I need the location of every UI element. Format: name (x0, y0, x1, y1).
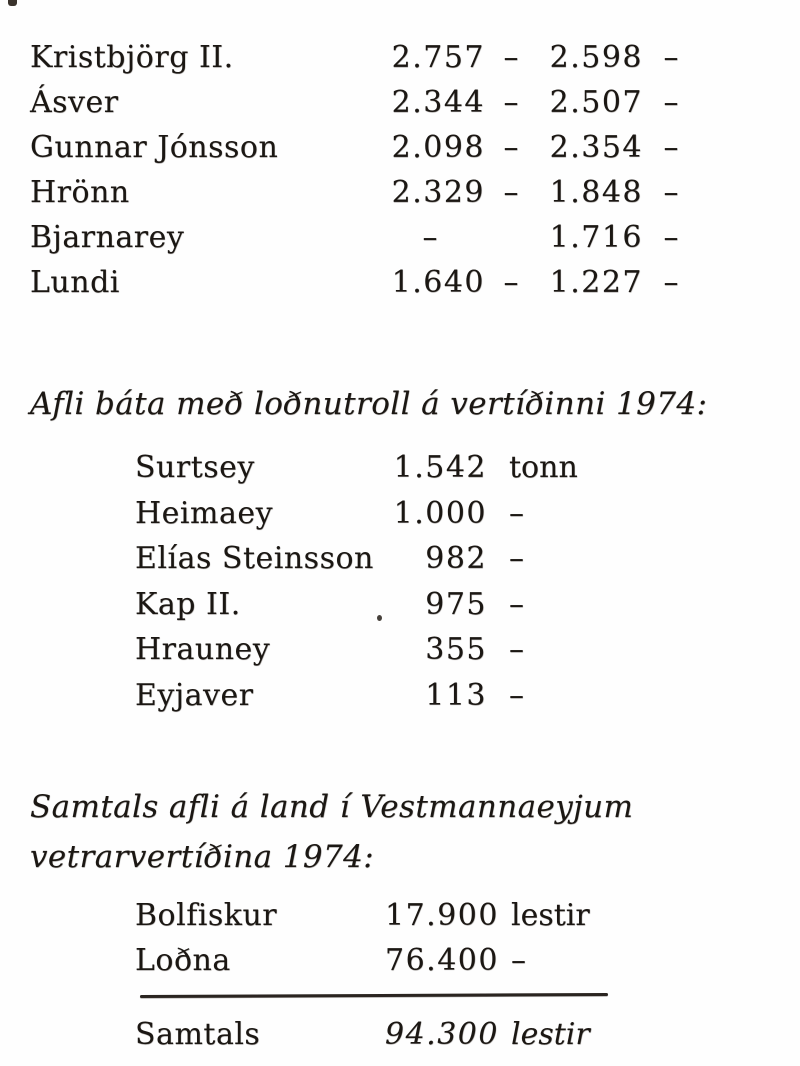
table-row (0, 170, 800, 215)
catch-value: 76.400 (385, 943, 499, 978)
table-row (0, 627, 800, 673)
catch-value: 975 (425, 586, 487, 622)
section-heading-total-landed (30, 782, 770, 882)
catch-category: Bolfiskur (135, 898, 278, 933)
catch-value: 355 (425, 632, 487, 667)
catch-value: 113 (425, 677, 487, 713)
catch-value-1: 2.344 (391, 85, 485, 120)
ditto-dash: – (663, 175, 679, 210)
catch-value-2: 1.716 (549, 220, 643, 255)
catch-value-1: – (422, 220, 438, 255)
ditto-dash (485, 215, 537, 260)
boat-name: Lundi (30, 265, 120, 300)
scan-ink-speck (377, 615, 382, 621)
table-row (0, 125, 800, 170)
boat-name: Hrauney (135, 632, 271, 667)
grand-total-row (0, 1012, 800, 1057)
ditto-dash: – (663, 130, 679, 165)
unit-label: lestir (511, 898, 590, 933)
table-row (0, 938, 800, 983)
catch-value: 17.900 (385, 898, 499, 933)
boat-catch-table (0, 35, 800, 305)
ditto-dash: – (503, 175, 519, 210)
table-row (0, 673, 800, 719)
table-row (0, 536, 800, 582)
catch-value-1: 2.757 (391, 40, 485, 75)
total-value: 94.300 (385, 1017, 499, 1052)
catch-value-1: 1.640 (391, 265, 485, 300)
unit-label: tonn (509, 450, 578, 485)
heading-line-2: vetrarvertíðina 1974: (30, 839, 375, 875)
ditto-dash: – (503, 40, 519, 75)
ditto-dash: – (503, 265, 519, 300)
table-row (0, 491, 800, 537)
boat-name: Gunnar Jónsson (30, 130, 279, 165)
catch-value-2: 2.598 (549, 40, 643, 75)
ditto-dash: – (511, 943, 526, 978)
boat-name: Bjarnarey (30, 220, 185, 255)
boat-name: Eyjaver (135, 677, 254, 713)
table-row (0, 260, 800, 305)
table-row (0, 80, 800, 125)
ditto-dash: – (663, 85, 679, 120)
boat-name: Ásver (30, 85, 119, 120)
total-separator-rule (140, 993, 608, 998)
ditto-dash: – (509, 541, 524, 576)
catch-value-1: 2.329 (391, 175, 485, 210)
boat-name: Heimaey (135, 495, 274, 531)
table-row (0, 893, 800, 938)
catch-value-2: 1.848 (549, 175, 643, 210)
catch-value: 982 (425, 541, 487, 576)
ditto-dash: – (503, 130, 519, 165)
total-catch-table (0, 893, 800, 983)
catch-value-2: 1.227 (549, 265, 643, 300)
table-row (0, 445, 800, 491)
ditto-dash: – (503, 85, 519, 120)
lodnutroll-catch-table (0, 445, 800, 718)
table-row (0, 582, 800, 628)
boat-name: Kap II. (135, 586, 241, 622)
catch-value: 1.542 (393, 450, 487, 485)
table-row (0, 35, 800, 80)
catch-value-2: 2.507 (549, 85, 643, 120)
boat-name: Kristbjörg II. (30, 40, 234, 75)
catch-value-1: 2.098 (391, 130, 485, 165)
catch-value-2: 2.354 (549, 130, 643, 165)
total-unit-label: lestir (511, 1017, 590, 1052)
section-heading-lodnutroll: Afli báta með loðnutroll á vertíðinni 1974: (30, 386, 708, 422)
boat-name: Surtsey (135, 450, 255, 485)
ditto-dash: – (509, 632, 524, 667)
catch-category: Loðna (135, 943, 231, 978)
ditto-dash: – (663, 220, 679, 255)
boat-name: Hrönn (30, 175, 130, 210)
ditto-dash: – (509, 586, 524, 622)
ditto-dash: – (663, 40, 679, 75)
total-label: Samtals (135, 1017, 261, 1052)
boat-name: Elías Steinsson (135, 541, 374, 576)
ditto-dash: – (509, 677, 524, 713)
catch-value: 1.000 (393, 495, 487, 531)
scan-corner-artifact (8, 0, 17, 6)
table-row (0, 215, 800, 260)
ditto-dash: – (509, 495, 524, 531)
ditto-dash: – (663, 265, 679, 300)
heading-line-1: Samtals afli á land í Vestmannaeyjum (30, 789, 634, 825)
